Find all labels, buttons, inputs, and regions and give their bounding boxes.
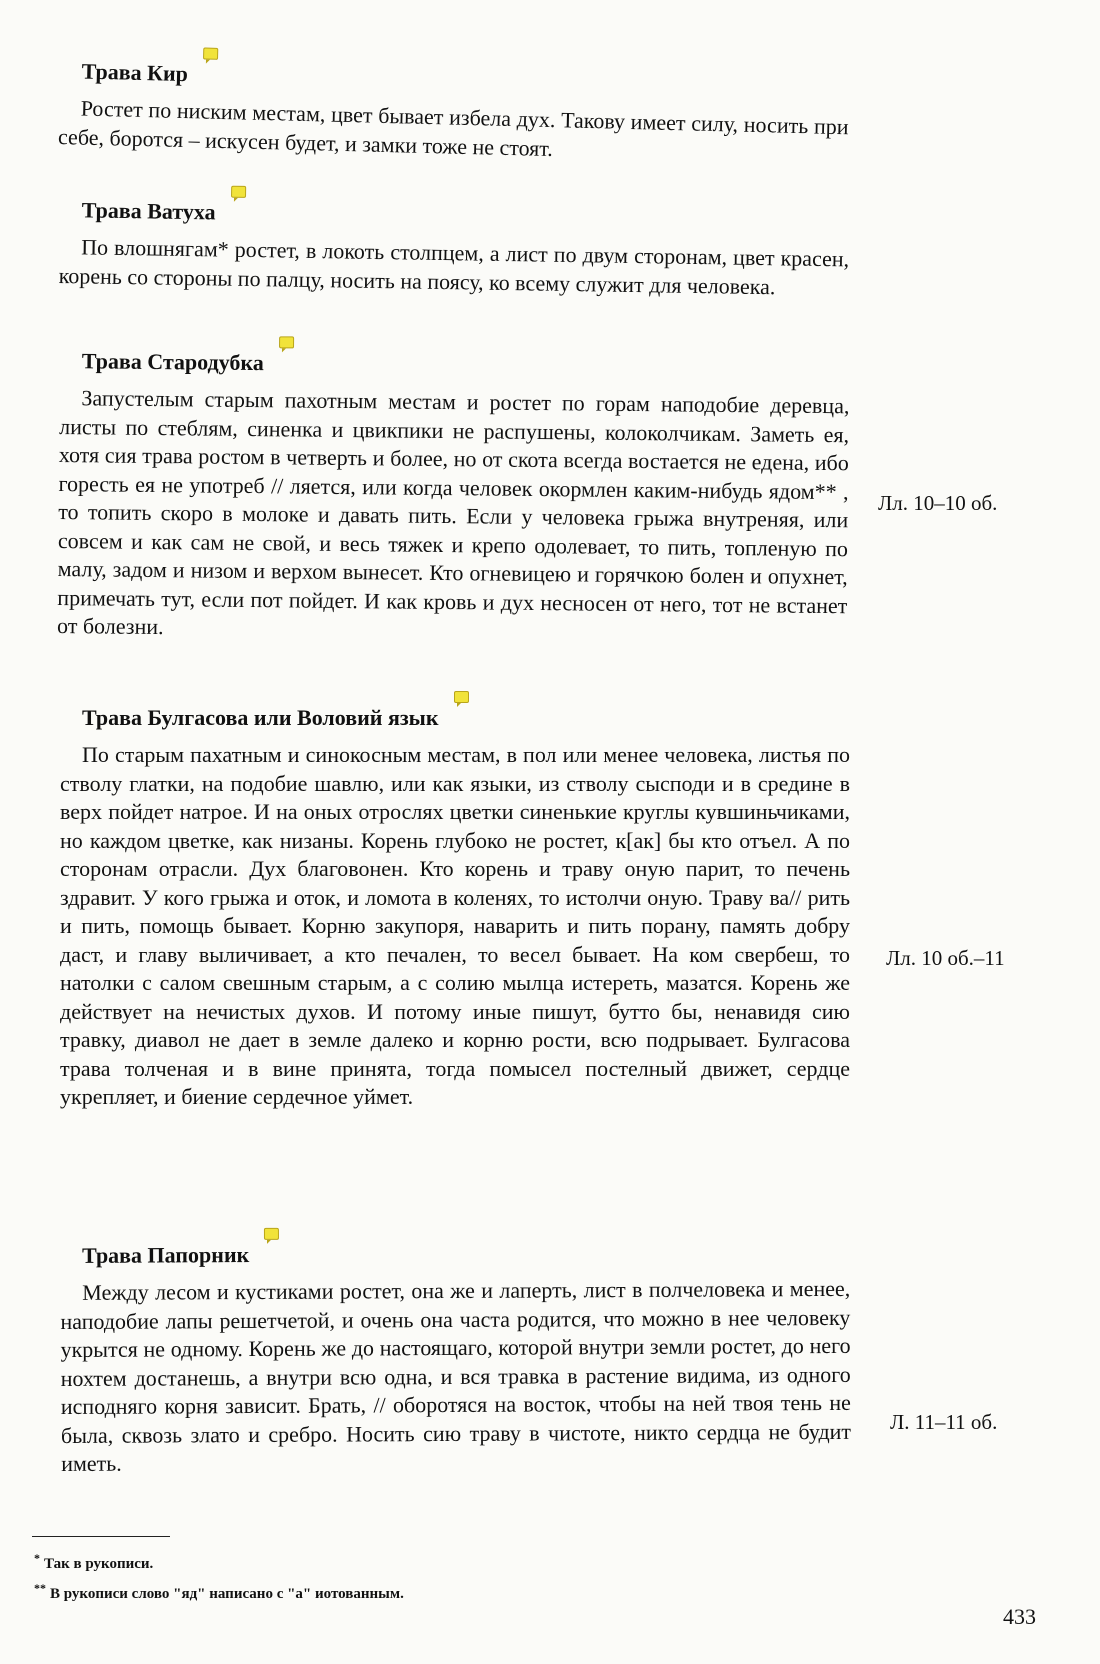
comment-note-icon[interactable] xyxy=(454,691,469,703)
comment-note-icon[interactable] xyxy=(231,186,246,198)
entry-text: Запустелым старым пахотным местам и ростет по горам наподобие деревца, листы по стеблям, синенка и цвикпики не распушены, колоколчикам. Заметь ея, хотя сия трава ростом в четверть и более, но от скота всегда востается не едена, ибо горесть ея не употреб // ляется, или когда человек окормлен каким-нибудь ядом** , то топить скоро в молоке и давать пить. Если у человека грыжа внутреняя, или совсем и как сам не свой, и весь тяжек и крепо одолевает, то пить, топленую по малу, задом и низом и верхом вынесет. Кто огневицею и горячкою болен и опухнет, примечать тут, если пот пойдет. И как кровь и дух несносен от него, тот не встанет от болезни. xyxy=(56,385,850,640)
entry-title: Трава Стародубка xyxy=(82,348,264,376)
entry-text: По влошнягам* ростет, в локоть столпцем, а лист по двум сторонам, цвет красен, корень со стороны по палцу, носить на поясу, ко всему служит для человека. xyxy=(58,234,850,299)
entry-title: Трава Булгасова или Воловий язык xyxy=(82,705,439,731)
entry-vatukha xyxy=(59,197,850,302)
entry-starodubka xyxy=(57,348,850,649)
footnote-mark: * xyxy=(34,1551,40,1565)
footnote-divider xyxy=(32,1536,170,1537)
entry-text: Между лесом и кустиками ростет, она же и лаперть, лист в полчеловека и менее, наподобие лапы решетчетой, и очень она часта родится, что можно в нее человеку укрытся не одному. Корень же до настоящаго, которой внутри земли ростет, до него нохтем достанешь, а внутри всю одна, и вся травка в растение видима, из одного исподняго корня зависит. Брать, // оборотяся на восток, чтобы на ней твоя тень не была, сквозь злато и сребро. Носить сию траву в чистоте, никто сердца не будит иметь. xyxy=(60,1275,852,1476)
comment-note-icon[interactable] xyxy=(264,1228,279,1240)
entry-papornik xyxy=(60,1239,851,1479)
entry-text: По старым пахатным и синокосным местам, в пол или менее человека, листья по стволу глатки, на подобие шавлю, или как языки, из стволу сысподи и в средине в верх пойдет натрое. И на оных отрослях цветки синенькие круглы кувшиньчиками, но каждом цветке, как низаны. Корень глубоко не ростет, к[ак] бы кто отъел. А по сторонам отрасли. Дух благовонен. Кто корень и траву оную парит, то печень здравит. У кого грыжа и оток, и ломота в коленях, то истолчи оную. Траву ва// рить и пить, помощь бывает. Корню закупоря, наварить и пить порану, память добру даст, и главу выличивает, а кто печален, то весел бывает. На ком свербеш, то натолки с салом свешным старым, а с солию мылца истереть, мазатся. Корень же действует на нечистых духов. И потому иные пишут, бутто бы, ненавидя сию травку, диавол не дает в земле далеко и корню рости, всю подрывает. Булгасова трава толченая и в вине принята, тогда помысел постелный движет, сердце укрепляет, и биение сердечное уймет. xyxy=(60,742,850,1109)
margin-folio-ref: Л. 11–11 об. xyxy=(890,1410,998,1434)
entry-kir xyxy=(58,58,850,170)
footnote: * Так в рукописи. xyxy=(34,1551,154,1572)
entry-text: Ростет по ниским местам, цвет бывает избела дух. Такову имеет силу, носить при себе, боротся – искусен будет, и замки тоже не стоят. xyxy=(57,95,849,161)
footnote-mark: ** xyxy=(34,1581,46,1595)
entry-title: Трава Кир xyxy=(81,59,188,88)
page-number: 433 xyxy=(1003,1604,1036,1629)
margin-folio-ref: Лл. 10 об.–11 xyxy=(886,946,1005,970)
comment-note-icon[interactable] xyxy=(279,336,294,348)
entry-title: Трава Ватуха xyxy=(82,197,216,225)
margin-folio-ref: Лл. 10–10 об. xyxy=(878,491,998,515)
entry-bulgasova xyxy=(60,705,850,1112)
entry-title: Трава Папорник xyxy=(82,1242,249,1269)
footnotes xyxy=(34,1548,734,1608)
footnote: ** В рукописи слово "яд" написано с "а" иотованным. xyxy=(34,1581,404,1602)
comment-note-icon[interactable] xyxy=(203,48,218,60)
